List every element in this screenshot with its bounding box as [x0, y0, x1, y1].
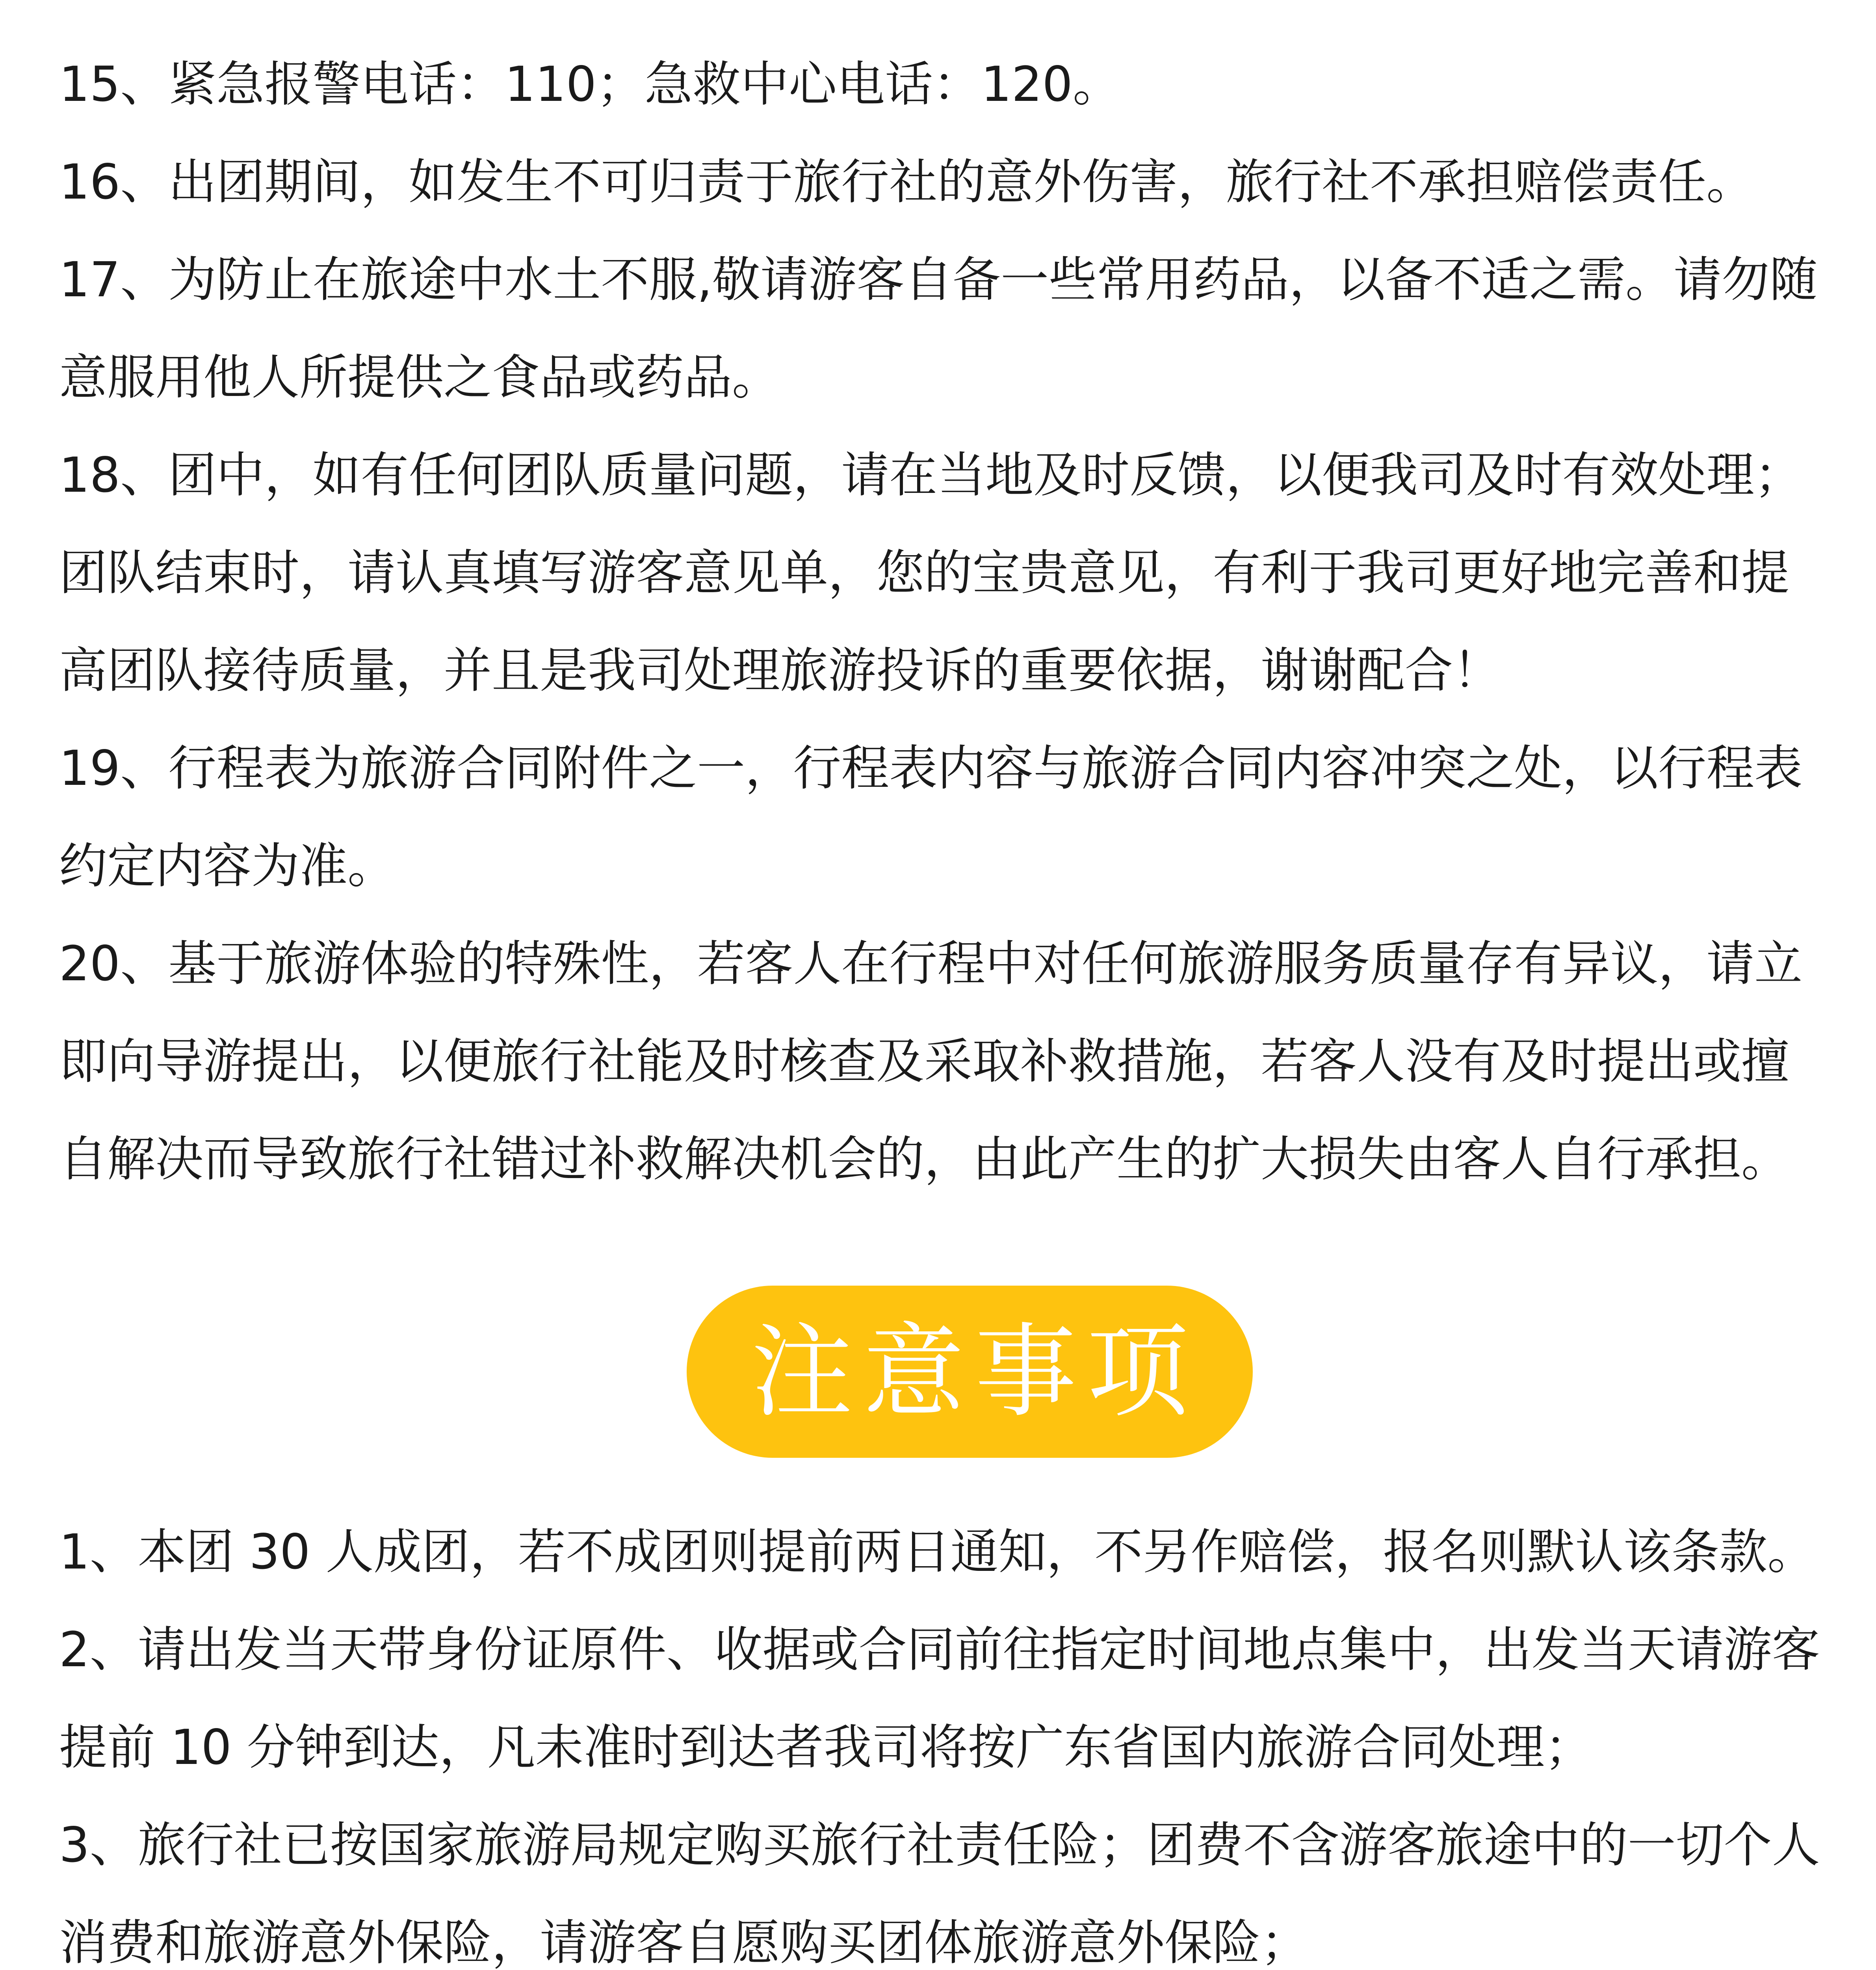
precaution-item-1: 1、本团 30 人成团，若不成团则提前两日通知，不另作赔偿，报名则默认该条款。 — [59, 1524, 1816, 1580]
precautions-list — [59, 1503, 1832, 1970]
section-heading: 注意事项 — [751, 1312, 1199, 1431]
section-heading-badge — [687, 1286, 1253, 1458]
note-item-20: 20、基于旅游体验的特殊性，若客人在行程中对任何旅游服务质量存有异议，请立即向导游提出，以便旅行社能及时核查及采取补救措施，若客人没有及时提出或擅自解决而导致旅行社错过补救解决机会的，由此产生的扩大损失由客人自行承担。 — [59, 936, 1803, 1187]
precaution-item-2: 2、请出发当天带身份证原件、收据或合同前往指定时间地点集中，出发当天请游客提前 10 分钟到达，凡未准时到达者我司将按广东省国内旅游合同处理； — [59, 1622, 1820, 1775]
note-item-19: 19、行程表为旅游合同附件之一，行程表内容与旅游合同内容冲突之处，以行程表约定内容为准。 — [59, 740, 1803, 894]
notes-list-continued — [59, 35, 1832, 1208]
note-item-17: 17、为防止在旅途中水土不服,敬请游客自备一些常用药品，以备不适之需。请勿随意服用他人所提供之食品或药品。 — [59, 252, 1818, 405]
precaution-item-3: 3、旅行社已按国家旅游局规定购买旅行社责任险；团费不含游客旅途中的一切个人消费和旅游意外保险，请游客自愿购买团体旅游意外保险； — [59, 1817, 1820, 1970]
note-item-15: 15、紧急报警电话：110；急救中心电话：120。 — [59, 56, 1121, 112]
note-item-16: 16、出团期间，如发生不可归责于旅行社的意外伤害，旅行社不承担赔偿责任。 — [59, 154, 1755, 210]
note-item-18: 18、团中，如有任何团队质量问题，请在当地及时反馈，以便我司及时有效处理；团队结束时，请认真填写游客意见单，您的宝贵意见，有利于我司更好地完善和提高团队接待质量，并且是我司处理旅游投诉的重要依据，谢谢配合！ — [59, 447, 1803, 699]
